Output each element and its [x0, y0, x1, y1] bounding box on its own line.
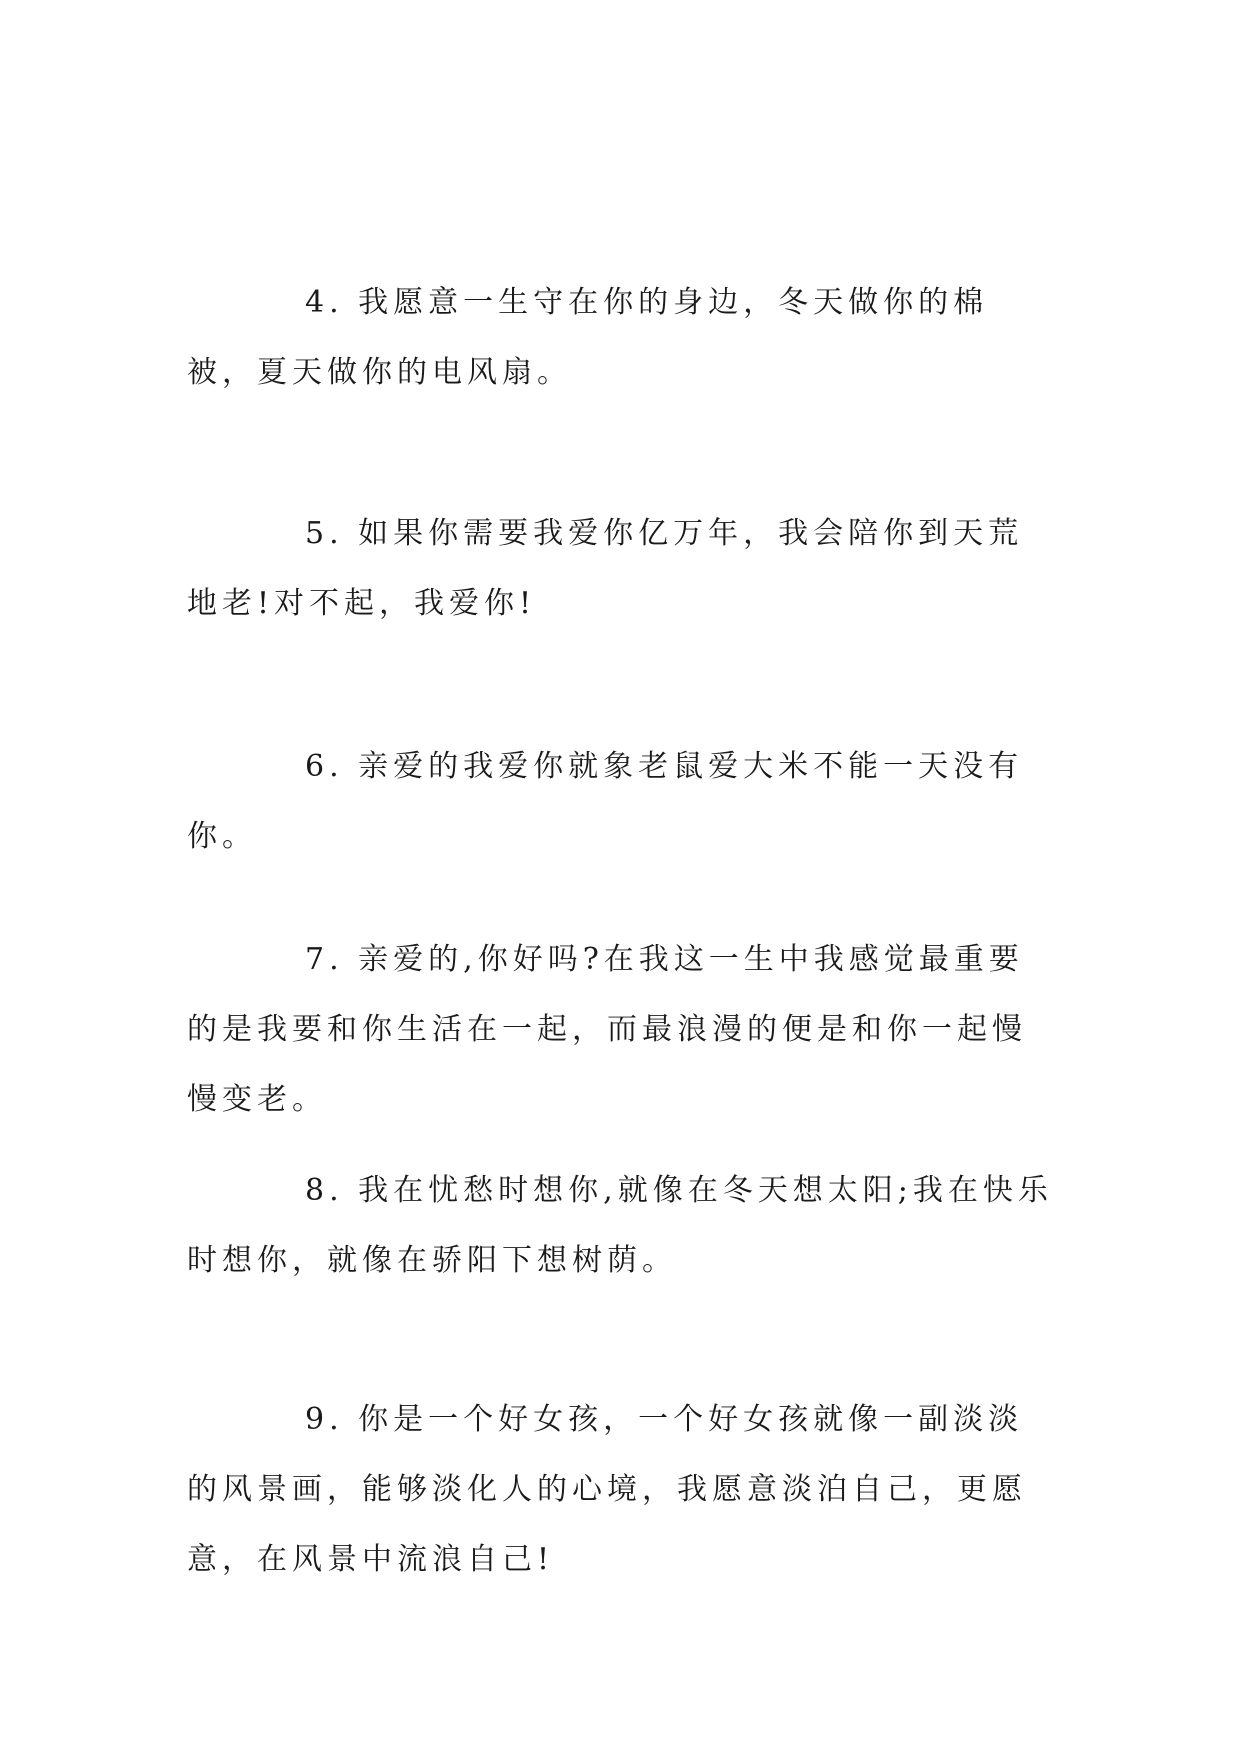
paragraph-item-6 [187, 732, 1057, 872]
paragraph-number: 9. [305, 1402, 344, 1437]
paragraph-number: 5. [305, 516, 344, 551]
paragraph-text: 我愿意一生守在你的身边，冬天做你的棉被，夏天做你的电风扇。 [187, 285, 989, 390]
paragraph-number: 6. [305, 749, 344, 784]
paragraph-item-7 [187, 925, 1057, 1135]
paragraph-text: 亲爱的我爱你就象老鼠爱大米不能一天没有你。 [187, 749, 1024, 854]
paragraph-number: 8. [305, 1173, 344, 1208]
paragraph-item-5 [187, 499, 1057, 639]
paragraph-number: 7. [305, 942, 344, 977]
paragraph-number: 4. [305, 285, 344, 320]
paragraph-text: 你是一个好女孩，一个好女孩就像一副淡淡的风景画，能够淡化人的心境，我愿意淡泊自己，更愿意，在风景中流浪自己! [187, 1402, 1027, 1577]
paragraph-text: 我在忧愁时想你,就像在冬天想太阳;我在快乐时想你，就像在骄阳下想树荫。 [187, 1173, 1053, 1278]
paragraph-item-9 [187, 1385, 1057, 1595]
paragraph-text: 亲爱的,你好吗?在我这一生中我感觉最重要的是我要和你生活在一起，而最浪漫的便是和你一起慢慢变老。 [187, 942, 1027, 1117]
paragraph-text: 如果你需要我爱你亿万年，我会陪你到天荒地老!对不起，我爱你! [187, 516, 1024, 621]
paragraph-item-8 [187, 1156, 1057, 1296]
paragraph-item-4 [187, 268, 1057, 408]
